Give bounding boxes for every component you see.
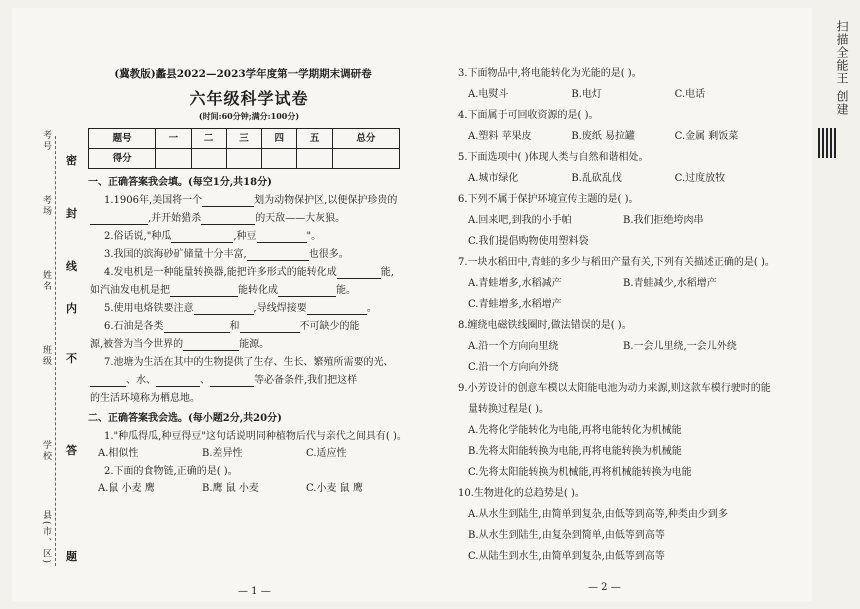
option[interactable]: A.青蛙增多,水稻减产 (468, 278, 562, 289)
blank[interactable] (183, 339, 239, 351)
choice-options-7 (458, 278, 778, 290)
score-cell[interactable] (332, 149, 399, 169)
seal-char: 密 (66, 154, 77, 167)
blank[interactable] (90, 213, 148, 225)
q4-text-c: 如汽油发电机是把 (90, 285, 170, 297)
score-header-cell: 一 (156, 129, 191, 149)
blank[interactable] (307, 303, 367, 315)
q2-text-c: "。 (306, 231, 322, 243)
choice-question-5: 5.下面选项中( )体现人类与自然和谐相处。 (458, 152, 649, 163)
choice-options-6 (458, 215, 778, 227)
fill-question-7-cont (88, 375, 410, 387)
score-cell[interactable] (262, 149, 297, 169)
q1-text-b: 划为动物保护区,以便保护珍贵的 (254, 195, 398, 207)
blank[interactable] (278, 285, 336, 297)
q3-text-a: 3.我国的滨海砂矿储量十分丰富, (104, 249, 247, 261)
q2-text-b: ,种豆 (233, 231, 257, 243)
page-number-right: — 2 — (588, 582, 621, 593)
score-header-cell: 题号 (89, 129, 156, 149)
blank[interactable] (337, 267, 381, 279)
q3-text-b: 也很多。 (308, 249, 349, 261)
q7-text-a: 7.池塘为生活在其中的生物提供了生存、生长、繁殖所需要的光、 (104, 357, 394, 369)
option[interactable]: C.沿一个方向向外绕 (468, 362, 559, 373)
school-label: 学校 (41, 440, 51, 462)
class-label: 班级 (41, 345, 51, 367)
option[interactable]: A.回来吧,到我的小手帕 (468, 215, 572, 226)
option[interactable]: A.电熨斗 (468, 89, 509, 100)
q7-text-d: 等必备条件,我们把这样 (254, 375, 358, 387)
score-row (89, 149, 400, 169)
fill-question-3 (88, 249, 410, 261)
q6-text-b: 和 (229, 321, 240, 333)
option[interactable]: B.青蛙减少,水稻增产 (623, 278, 717, 289)
option[interactable]: A.从水生到陆生,由简单到复杂,由低等到高等,种类由少到多 (468, 509, 728, 520)
blank[interactable] (247, 249, 309, 261)
fill-question-1 (88, 195, 410, 207)
score-header-row (89, 129, 400, 149)
score-header-cell: 总分 (332, 129, 399, 149)
seal-char: 封 (66, 207, 77, 220)
option[interactable]: C.金属 剩饭菜 (674, 131, 739, 142)
score-header-cell: 三 (226, 129, 261, 149)
option[interactable]: C.适应性 (306, 448, 347, 460)
option[interactable]: C.先将太阳能转换为机械能,再将机械能转换为电能 (468, 467, 692, 478)
q4-text-a: 4.发电机是一种能量转换器,能把许多形式的能转化成 (104, 267, 337, 279)
blank[interactable] (156, 375, 200, 387)
score-header-cell: 二 (191, 129, 226, 149)
q6-text-c: 不可缺少的能 (299, 321, 360, 333)
option[interactable]: C.过度放牧 (674, 173, 726, 184)
fill-question-5 (88, 303, 410, 315)
q4-text-e: 能。 (336, 285, 356, 297)
blank[interactable] (194, 303, 254, 315)
fill-question-1-cont (88, 213, 410, 225)
left-page (88, 68, 410, 495)
kaohao-label: 考号 (41, 130, 51, 152)
q7-text-e: 的生活环境称为栖息地。 (90, 393, 200, 405)
option[interactable]: B.先将太阳能转换为电能,再将电能转换为机械能 (468, 446, 682, 457)
blank[interactable] (164, 321, 230, 333)
seal-char: 线 (66, 260, 77, 273)
q5-text-b: ,导线焊接要 (253, 303, 307, 315)
option[interactable]: B.废纸 易拉罐 (571, 131, 636, 142)
score-cell[interactable] (156, 149, 191, 169)
q6-text-a: 6.石油是各类 (104, 321, 164, 333)
fill-question-7-end (88, 393, 410, 405)
option[interactable]: A.塑料 苹果皮 (468, 131, 532, 142)
q7-text-c: 、 (200, 375, 210, 387)
choice-question-9-cont: 量转换过程是( )。 (468, 404, 549, 415)
score-header-cell: 五 (297, 129, 332, 149)
fill-question-6-cont (88, 339, 410, 351)
blank[interactable] (240, 321, 300, 333)
q6-text-d: 源,被誉为当今世界的 (90, 339, 184, 351)
option[interactable]: B.我们拒绝垮肉串 (623, 215, 704, 226)
q1-text-d: 的天敌——大灰狼。 (255, 213, 346, 225)
choice-options-3 (458, 89, 778, 101)
option[interactable]: A.鼠 小麦 鹰 (98, 483, 155, 495)
exam-meta: (时间:60分钟;满分:100分) (198, 110, 300, 121)
option[interactable]: A.先将化学能转化为电能,再将电能转化为机械能 (468, 425, 682, 436)
score-cell[interactable] (191, 149, 226, 169)
fill-question-2 (88, 231, 410, 243)
q1-text-c: ,并开始猎杀 (148, 213, 202, 225)
option[interactable]: B.一会儿里绕,一会儿外绕 (623, 341, 737, 352)
q2-text-a: 2.俗话说,"种瓜 (104, 231, 172, 243)
choice-question-8: 8.缠绕电磁铁线圈时,做法错误的是( )。 (458, 320, 632, 331)
choice-options-5 (458, 173, 778, 185)
choice-options-8 (458, 341, 778, 353)
right-page (458, 68, 778, 563)
fill-question-4 (88, 267, 410, 279)
blank[interactable] (257, 231, 307, 243)
option[interactable]: A.相似性 (98, 448, 139, 460)
choice-options-4 (458, 131, 778, 143)
choice-question-1: 1."种瓜得瓜,种豆得豆"这句话说明同种植物后代与亲代之间具有( )。 (104, 431, 407, 443)
q6-text-e: 能源。 (239, 339, 270, 351)
choice-question-6: 6.下列不属于保护环境宣传主题的是( )。 (458, 194, 639, 205)
section-1-title: 一、正确答案我会填。(每空1分,共18分) (88, 177, 272, 189)
choice-question-7: 7.一块水稻田中,青蛙的多少与稻田产量有关,下列有关描述正确的是( )。 (458, 257, 775, 268)
county-label: 县(市、区) (41, 510, 51, 566)
score-cell[interactable] (226, 149, 261, 169)
score-cell[interactable] (297, 149, 332, 169)
option[interactable]: C.青蛙增多,水稻增产 (468, 299, 562, 310)
page-number-left: — 1 — (238, 586, 271, 597)
q7-text-b: 、水、 (126, 375, 156, 387)
option[interactable]: B.鹰 鼠 小麦 (202, 483, 259, 495)
exam-title: 六年级科学试卷 (189, 88, 309, 108)
seal-line (55, 136, 56, 566)
blank[interactable] (202, 195, 254, 207)
option[interactable]: B.从水生到陆生,由复杂到简单,由低等到高等 (468, 530, 665, 541)
seal-char: 内 (66, 302, 77, 315)
choice-question-9: 9.小芳设计的创意车模以太阳能电池为动力来源,则这款车模行驶时的能 (458, 383, 771, 394)
seal-char: 题 (66, 550, 77, 563)
blank[interactable] (210, 375, 254, 387)
choice-question-10: 10.生物进化的总趋势是( )。 (458, 488, 585, 499)
section-2-title: 二、正确答案我会选。(每小题2分,共20分) (88, 413, 282, 425)
q5-text-c: 。 (366, 303, 377, 315)
qr-code-icon (818, 128, 836, 158)
option[interactable]: B.差异性 (202, 448, 243, 460)
choice-question-3: 3.下面物品中,将电能转化为光能的是( )。 (458, 68, 642, 79)
choice-question-4: 4.下面属于可回收资源的是( )。 (458, 110, 599, 121)
score-header-cell: 四 (262, 129, 297, 149)
blank[interactable] (201, 213, 255, 225)
choice-options-2 (88, 483, 410, 495)
seal-char: 答 (66, 444, 77, 457)
fill-question-4-cont (88, 285, 410, 297)
exam-header: (冀教版)蠡县2022—2023学年度第一学期期末调研卷 (114, 68, 372, 80)
kaochang-label: 考场 (41, 195, 51, 217)
option[interactable]: C.电话 (674, 89, 706, 100)
option[interactable]: C.从陆生到水生,由简单到复杂,由低等到高等 (468, 551, 665, 562)
fill-question-7 (88, 357, 410, 369)
option[interactable]: C.我们提倡购物使用塑料袋 (468, 236, 589, 247)
choice-question-2: 2.下面的食物链,正确的是( )。 (104, 466, 238, 478)
seal-char: 不 (66, 352, 77, 365)
score-table (88, 128, 400, 169)
option[interactable]: B.电灯 (571, 89, 602, 100)
name-label: 姓名 (41, 270, 51, 292)
blank[interactable] (170, 285, 238, 297)
scanner-watermark: 扫描全能王 创建 (835, 20, 849, 116)
choice-options-1 (88, 448, 410, 460)
option[interactable]: A.城市绿化 (468, 173, 519, 184)
blank[interactable] (171, 231, 233, 243)
blank[interactable] (90, 375, 126, 387)
fill-question-6 (88, 321, 410, 333)
q4-text-d: 能转化成 (238, 285, 278, 297)
option[interactable]: A.沿一个方向向里绕 (468, 341, 559, 352)
option[interactable]: C.小麦 鼠 鹰 (306, 483, 363, 495)
option[interactable]: B.乱砍乱伐 (571, 173, 622, 184)
score-row-label: 得分 (89, 149, 156, 169)
q4-text-b: 能, (380, 267, 394, 279)
q5-text-a: 5.使用电烙铁要注意 (104, 303, 194, 315)
q1-text-a: 1.1906年,美国将一个 (104, 195, 203, 207)
